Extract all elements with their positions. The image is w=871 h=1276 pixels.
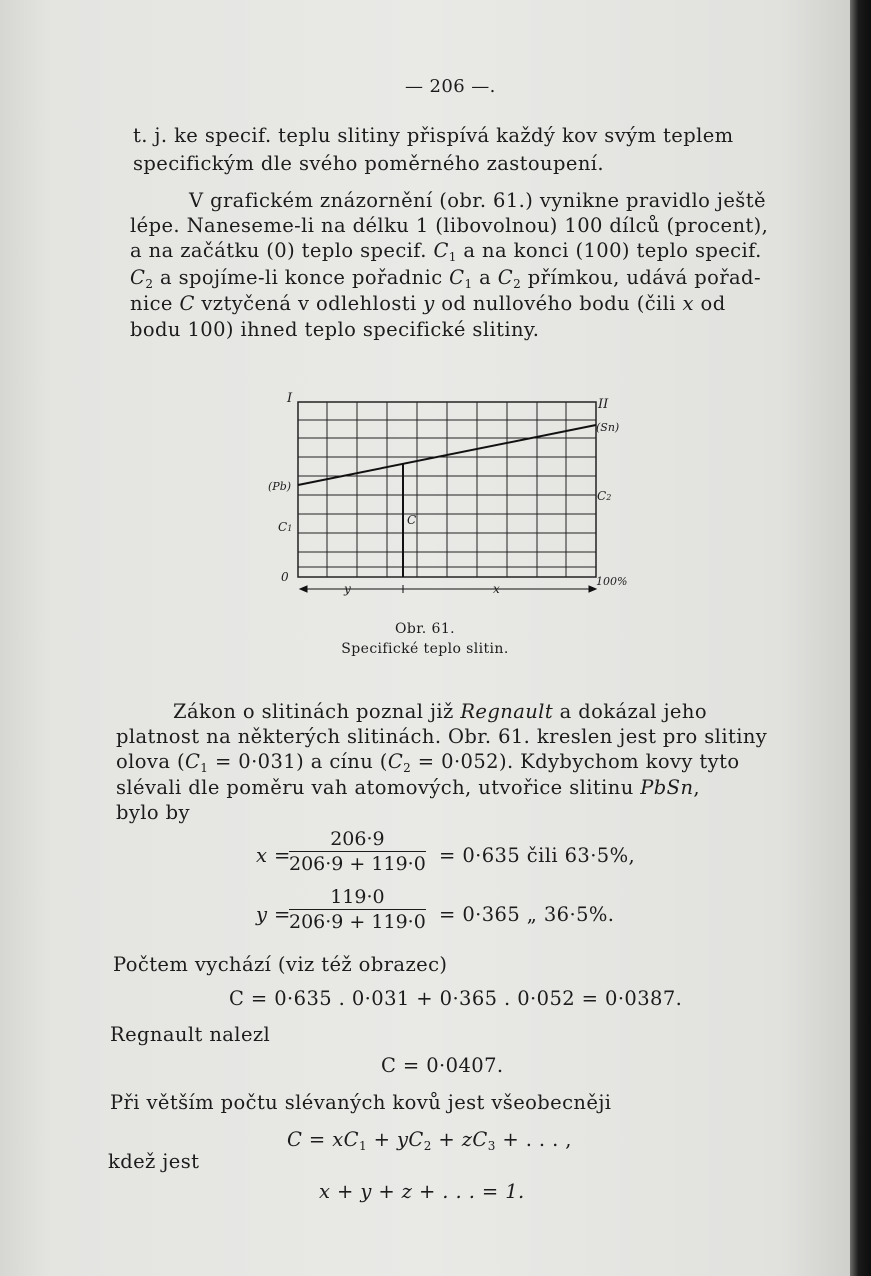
line-poctem: Počtem vychází (viz též obrazec) [113,953,448,976]
formula-y-rhs: = 0·365 „ 36·5%. [439,903,615,926]
formula-sum: x + y + z + . . . = 1. [319,1180,525,1203]
paragraph1-line2: specifickým dle svého poměrného zastoupení. [133,152,605,175]
figure-label-C1: C1 [278,520,293,534]
paragraph1-line1: t. j. ke specif. teplu slitiny přispívá každý kov svým teplem [133,124,734,147]
paragraph3-line1: Zákon o slitinách poznal již Regnault a dokázal jeho [173,700,707,723]
paragraph2-line2: lépe. Naneseme-li na délku 1 (libovolnou) 100 dílců (procent), [130,214,769,237]
figure-grid [298,402,596,577]
figure-61 [260,385,640,615]
formula-x-numerator: 206·9 [289,828,426,852]
formula-c-calculated: C = 0·635 . 0·031 + 0·365 . 0·052 = 0·0387. [229,987,683,1010]
figure-label-C2: C2 [597,489,612,503]
page-number: — 206 —. [405,76,496,97]
paragraph3-line5: bylo by [116,801,190,824]
figure-caption-title: Specifické teplo slitin. [341,641,509,657]
figure-label-100: 100% [596,575,628,588]
formula-y-fraction [289,886,426,933]
formula-x-lhs: x = [256,844,291,867]
line-kdez: kdež jest [108,1150,200,1173]
paragraph3-line3: olova $(C_1 = 0\cdot 031)$ a cínu $(C_2 = 0\cdot 052)$. Kdybychom kovy tyto [116,750,740,775]
page-edge-shadow [850,0,871,1276]
figure-caption-number: Obr. 61. [395,621,455,637]
line-regnault: Regnault nalezl [110,1023,271,1046]
formula-y-numerator: 119·0 [289,886,426,910]
formula-c-general: $C = xC_1 + yC_2 + zC_3$ + . . . , [287,1128,572,1153]
formula-x-fraction [289,828,426,875]
paragraph3-line2: platnost na některých slitinách. Obr. 61. kreslen jest pro slitiny [116,725,768,748]
figure-label-x: x [493,582,500,596]
figure-label-Sn: (Sn) [596,421,620,434]
paragraph2-line6: bodu 100) ihned teplo specifické slitiny. [130,318,540,341]
paragraph2-line1: V grafickém znázornění (obr. 61.) vynikne pravidlo ještě [189,189,766,212]
figure-label-I: I [287,391,293,406]
paragraph2-line5: nice C vztyčená v odlehlosti y od nullového bodu (čili x od [130,292,726,315]
paragraph3-line4: slévali dle poměru vah atomových, utvořice slitinu PbSn, [116,776,701,799]
formula-c-found: C = 0·0407. [381,1054,504,1077]
formula-y-denominator: 206·9 + 119·0 [289,911,426,933]
paragraph2-line3: a na začátku (0) teplo specif. $C_1$ a na konci (100) teplo specif. [130,239,762,264]
line-general: Při větším počtu slévaných kovů jest všeobecněji [110,1091,612,1114]
figure-label-II: II [598,397,609,412]
paragraph2-line4: $C_2$ a spojíme-li konce pořadnic $C_1$ a $C_2$ přímkou, udává pořad- [130,266,761,291]
figure-label-Pb: (Pb) [268,480,292,493]
figure-label-y: y [344,582,351,596]
figure-label-C: C [407,513,417,527]
formula-x-rhs: = 0·635 čili 63·5%, [439,844,636,867]
formula-x-denominator: 206·9 + 119·0 [289,853,426,875]
formula-y-lhs: y = [256,903,291,926]
figure-label-0: 0 [281,570,289,584]
